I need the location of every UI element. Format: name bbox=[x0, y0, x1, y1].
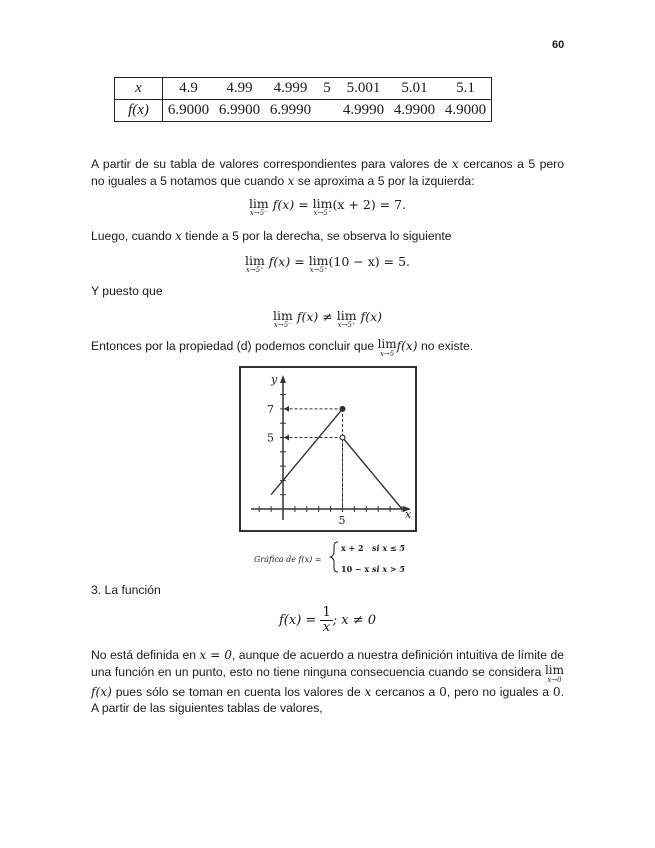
table-header-x: x bbox=[115, 78, 163, 100]
table-row bbox=[115, 78, 492, 100]
table-cell: 5.01 bbox=[389, 78, 440, 100]
y-axis-label: y bbox=[271, 373, 278, 386]
table-cell: 4.9 bbox=[163, 78, 215, 100]
table-cell: 6.9000 bbox=[163, 100, 215, 122]
paragraph-4: Entonces por la propiedad (d) podemos concluir que lim x→5 f(x) no existe. bbox=[91, 337, 474, 358]
caption-case-2-cond: si x > 5 bbox=[372, 564, 405, 574]
value-table bbox=[114, 77, 492, 122]
table-row bbox=[115, 100, 492, 122]
caption-brace bbox=[330, 542, 338, 572]
table-cell bbox=[316, 100, 338, 122]
guide-arrowhead bbox=[284, 406, 289, 412]
paragraph-1: A partir de su tabla de valores correspondientes para valores de x cercanos a 5 pero no iguales a 5 notamos que cuando x se aproxima a 5 por la izquierda: bbox=[91, 157, 565, 188]
table-cell: 5.001 bbox=[338, 78, 389, 100]
graph-caption bbox=[254, 538, 424, 578]
x-axis-label: x bbox=[405, 508, 412, 521]
table-cell: 4.9000 bbox=[440, 100, 492, 122]
closed-point bbox=[340, 407, 345, 412]
caption-case-2-expr: 10 − x bbox=[341, 564, 370, 574]
paragraph-3: Y puesto que bbox=[91, 284, 163, 298]
guide-arrowhead bbox=[284, 435, 289, 441]
caption-case-1-cond: si x ≤ 5 bbox=[372, 543, 405, 553]
open-point bbox=[340, 435, 345, 440]
plot-area bbox=[251, 373, 412, 527]
caption-case-1-expr: x + 2 bbox=[341, 543, 364, 553]
equation-left-limit: lim x→5⁻ f(x) = lim x→5⁻ (x + 2) = 7. bbox=[248, 196, 407, 217]
y-tick-label-5: 5 bbox=[267, 431, 274, 445]
paragraph-2: Luego, cuando x tiende a 5 por la derecha, se observa lo siguiente bbox=[91, 229, 452, 243]
series-line bbox=[343, 438, 403, 510]
table-cell: 4.9900 bbox=[389, 100, 440, 122]
table-cell: 5 bbox=[316, 78, 338, 100]
x-tick-label-5: 5 bbox=[338, 514, 346, 527]
paragraph-5: No está definida en x = 0, aunque de acuerdo a nuestra definición intuitiva de límite de una función en un punto, esto no tiene ninguna consecuencia cuando se considera lim x→0 f(x) pues sólo se toman en cuenta los valores de x cercanos a 0, pero no iguales a 0. A partir de las siguientes tablas de valores, bbox=[91, 648, 565, 715]
equation-limits-not-equal: lim x→5⁻ f(x) ≠ lim x→5⁺ f(x) bbox=[272, 308, 382, 329]
table-cell: 5.1 bbox=[440, 78, 492, 100]
table-cell: 6.9900 bbox=[214, 100, 265, 122]
equation-reciprocal-function: f(x) = $\frac{1}{x}$ ; x ≠ 0 bbox=[278, 605, 376, 635]
section-3-heading: 3. La función bbox=[91, 583, 161, 597]
function-graph bbox=[239, 366, 417, 532]
table-cell: 4.99 bbox=[214, 78, 265, 100]
table-header-fx: f(x) bbox=[115, 100, 163, 122]
y-tick-label-7: 7 bbox=[267, 402, 274, 416]
table-cell: 6.9990 bbox=[265, 100, 316, 122]
table-cell: 4.9990 bbox=[338, 100, 389, 122]
graph-svg bbox=[241, 368, 415, 530]
y-axis-arrow bbox=[280, 375, 286, 383]
page-number: 60 bbox=[552, 39, 565, 51]
table-cell: 4.999 bbox=[265, 78, 316, 100]
equation-right-limit: lim x→5⁺ f(x) = lim x→5⁺ (10 − x) = 5. bbox=[244, 253, 411, 274]
caption-label: Gráfica de f(x) = bbox=[254, 555, 322, 564]
